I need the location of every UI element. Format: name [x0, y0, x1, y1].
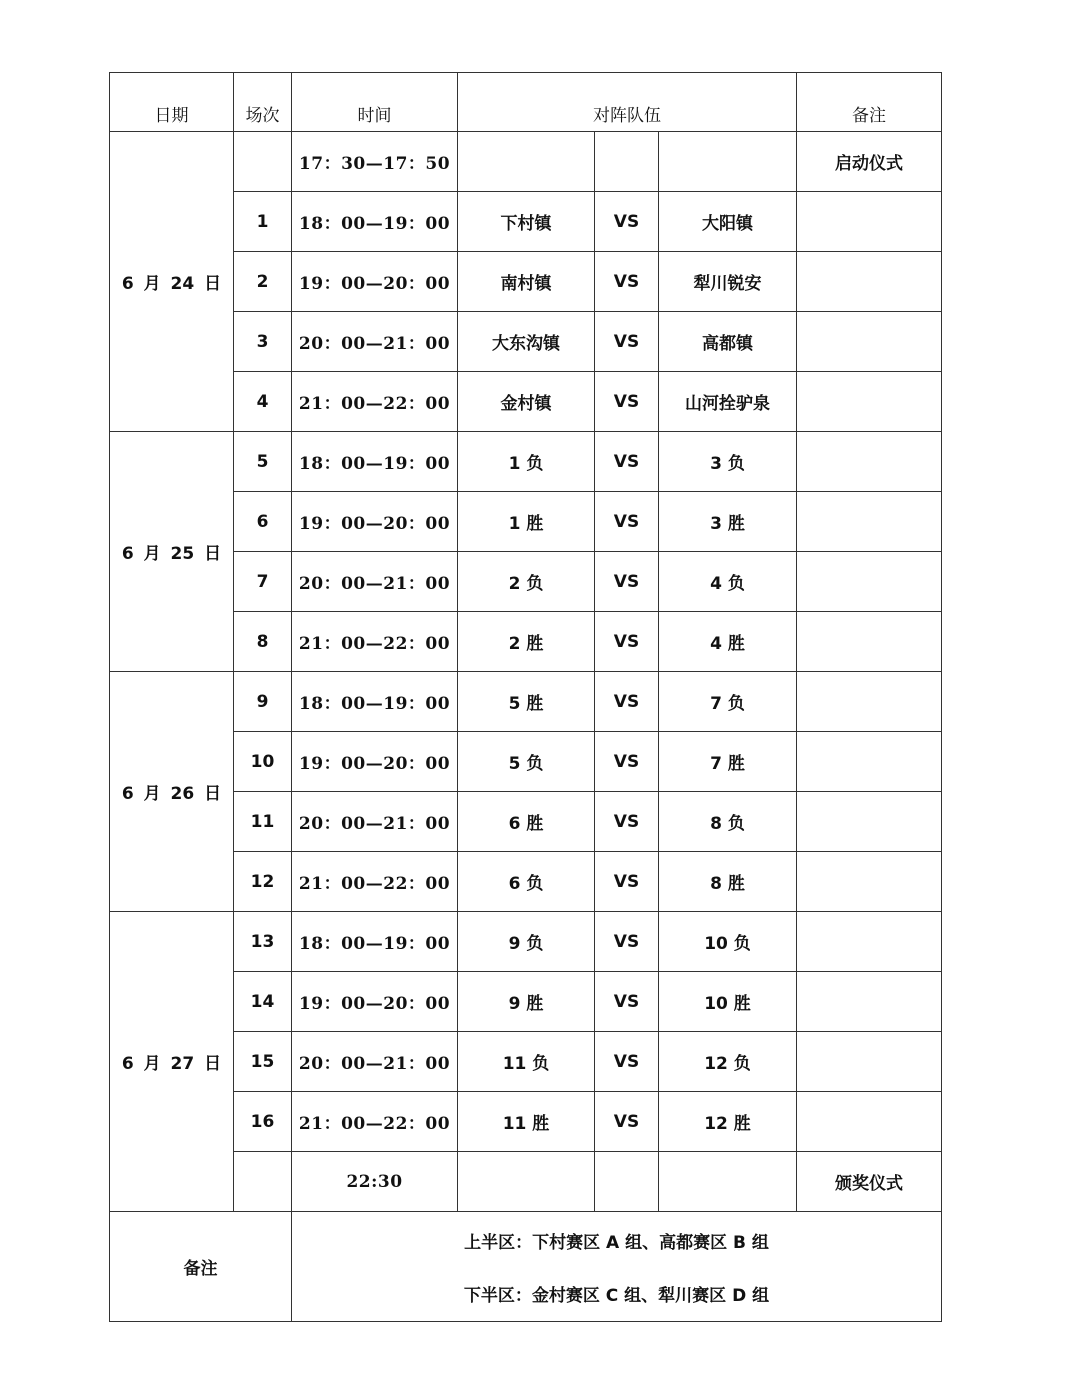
home-team-cell: 金村镇: [458, 372, 595, 432]
home-team-cell: 5 负: [458, 732, 595, 792]
home-team-cell: 5 胜: [458, 672, 595, 732]
vs-cell: VS: [595, 372, 659, 432]
time-cell: 21：00—22：00: [292, 852, 458, 912]
away-team-cell: 12 负: [659, 1032, 797, 1092]
note-cell: [797, 252, 942, 312]
away-team-cell: 7 负: [659, 672, 797, 732]
time-cell: 20：00—21：00: [292, 312, 458, 372]
note-cell: [797, 672, 942, 732]
time-cell: 17：30—17：50: [292, 132, 458, 192]
home-team-cell: 6 胜: [458, 792, 595, 852]
home-team-cell: 9 负: [458, 912, 595, 972]
away-team-cell: 大阳镇: [659, 192, 797, 252]
note-cell: [797, 972, 942, 1032]
note-cell: [797, 372, 942, 432]
note-cell: [797, 612, 942, 672]
vs-cell: VS: [595, 312, 659, 372]
remark-upper-bracket: 上半区：下村赛区 A 组、高都赛区 B 组: [464, 1232, 769, 1253]
table-row: [110, 1032, 942, 1092]
table-row: [110, 1092, 942, 1152]
remarks-content: [292, 1212, 942, 1322]
table-row: [110, 852, 942, 912]
vs-cell: VS: [595, 912, 659, 972]
note-cell: [797, 432, 942, 492]
home-team-cell: [458, 132, 595, 192]
away-team-cell: [659, 132, 797, 192]
note-cell: 颁奖仪式: [797, 1152, 942, 1212]
away-team-cell: 高都镇: [659, 312, 797, 372]
table-row: [110, 492, 942, 552]
table-row: [110, 252, 942, 312]
home-team-cell: 南村镇: [458, 252, 595, 312]
vs-cell: VS: [595, 1032, 659, 1092]
header-teams: 对阵队伍: [458, 73, 797, 132]
note-cell: [797, 852, 942, 912]
table-row: [110, 672, 942, 732]
match-number-cell: 13: [234, 912, 292, 972]
vs-cell: VS: [595, 252, 659, 312]
away-team-cell: 8 胜: [659, 852, 797, 912]
home-team-cell: 2 负: [458, 552, 595, 612]
match-number-cell: 16: [234, 1092, 292, 1152]
away-team-cell: 12 胜: [659, 1092, 797, 1152]
header-time: 时间: [292, 73, 458, 132]
note-cell: [797, 792, 942, 852]
table-row: [110, 312, 942, 372]
home-team-cell: 大东沟镇: [458, 312, 595, 372]
match-number-cell: 9: [234, 672, 292, 732]
away-team-cell: 4 负: [659, 552, 797, 612]
table-row: [110, 132, 942, 192]
away-team-cell: 8 负: [659, 792, 797, 852]
match-number-cell: 11: [234, 792, 292, 852]
table-row: [110, 912, 942, 972]
home-team-cell: 11 胜: [458, 1092, 595, 1152]
match-number-cell: 12: [234, 852, 292, 912]
away-team-cell: [659, 1152, 797, 1212]
vs-cell: VS: [595, 432, 659, 492]
match-number-cell: 8: [234, 612, 292, 672]
table-row: [110, 1152, 942, 1212]
note-cell: [797, 552, 942, 612]
header-date: 日期: [110, 73, 234, 132]
table-row: [110, 792, 942, 852]
vs-cell: VS: [595, 792, 659, 852]
time-cell: 20：00—21：00: [292, 792, 458, 852]
home-team-cell: 1 胜: [458, 492, 595, 552]
note-cell: 启动仪式: [797, 132, 942, 192]
match-number-cell: 2: [234, 252, 292, 312]
table-row: [110, 732, 942, 792]
table-row: [110, 612, 942, 672]
note-cell: [797, 1092, 942, 1152]
vs-cell: VS: [595, 192, 659, 252]
time-cell: 19：00—20：00: [292, 732, 458, 792]
table-row: [110, 972, 942, 1032]
time-cell: 19：00—20：00: [292, 252, 458, 312]
header-row: [110, 73, 942, 132]
date-cell: 6 月 24 日: [110, 132, 234, 432]
table-row: [110, 552, 942, 612]
home-team-cell: 2 胜: [458, 612, 595, 672]
match-number-cell: 10: [234, 732, 292, 792]
vs-cell: [595, 132, 659, 192]
note-cell: [797, 192, 942, 252]
away-team-cell: 犁川锐安: [659, 252, 797, 312]
note-cell: [797, 732, 942, 792]
away-team-cell: 10 胜: [659, 972, 797, 1032]
time-cell: 22:30: [292, 1152, 458, 1212]
vs-cell: VS: [595, 492, 659, 552]
match-number-cell: 14: [234, 972, 292, 1032]
vs-cell: VS: [595, 852, 659, 912]
time-cell: 18：00—19：00: [292, 672, 458, 732]
home-team-cell: 11 负: [458, 1032, 595, 1092]
note-cell: [797, 912, 942, 972]
table-row: [110, 192, 942, 252]
remark-lower-bracket: 下半区：金村赛区 C 组、犁川赛区 D 组: [463, 1285, 770, 1306]
match-number-cell: 3: [234, 312, 292, 372]
match-number-cell: 4: [234, 372, 292, 432]
vs-cell: [595, 1152, 659, 1212]
time-cell: 20：00—21：00: [292, 1032, 458, 1092]
away-team-cell: 3 胜: [659, 492, 797, 552]
home-team-cell: 1 负: [458, 432, 595, 492]
date-cell: 6 月 26 日: [110, 672, 234, 912]
time-cell: 18：00—19：00: [292, 912, 458, 972]
time-cell: 21：00—22：00: [292, 612, 458, 672]
date-cell: 6 月 27 日: [110, 912, 234, 1212]
time-cell: 21：00—22：00: [292, 1092, 458, 1152]
header-notes: 备注: [797, 73, 942, 132]
date-cell: 6 月 25 日: [110, 432, 234, 672]
vs-cell: VS: [595, 612, 659, 672]
match-number-cell: [234, 132, 292, 192]
match-number-cell: 15: [234, 1032, 292, 1092]
vs-cell: VS: [595, 552, 659, 612]
schedule-table: [109, 72, 942, 1322]
time-cell: 18：00—19：00: [292, 192, 458, 252]
match-number-cell: 7: [234, 552, 292, 612]
time-cell: 20：00—21：00: [292, 552, 458, 612]
match-number-cell: 1: [234, 192, 292, 252]
time-cell: 19：00—20：00: [292, 492, 458, 552]
away-team-cell: 4 胜: [659, 612, 797, 672]
header-match: 场次: [234, 73, 292, 132]
home-team-cell: 下村镇: [458, 192, 595, 252]
note-cell: [797, 492, 942, 552]
match-number-cell: 6: [234, 492, 292, 552]
away-team-cell: 10 负: [659, 912, 797, 972]
note-cell: [797, 312, 942, 372]
time-cell: 18：00—19：00: [292, 432, 458, 492]
note-cell: [797, 1032, 942, 1092]
vs-cell: VS: [595, 732, 659, 792]
home-team-cell: 9 胜: [458, 972, 595, 1032]
time-cell: 19：00—20：00: [292, 972, 458, 1032]
match-number-cell: [234, 1152, 292, 1212]
home-team-cell: [458, 1152, 595, 1212]
away-team-cell: 山河拴驴泉: [659, 372, 797, 432]
time-cell: 21：00—22：00: [292, 372, 458, 432]
away-team-cell: 7 胜: [659, 732, 797, 792]
match-number-cell: 5: [234, 432, 292, 492]
table-row: [110, 432, 942, 492]
vs-cell: VS: [595, 1092, 659, 1152]
home-team-cell: 6 负: [458, 852, 595, 912]
vs-cell: VS: [595, 672, 659, 732]
away-team-cell: 3 负: [659, 432, 797, 492]
remarks-label: 备注: [110, 1212, 292, 1322]
vs-cell: VS: [595, 972, 659, 1032]
table-row: [110, 372, 942, 432]
remarks-row: [110, 1212, 942, 1322]
